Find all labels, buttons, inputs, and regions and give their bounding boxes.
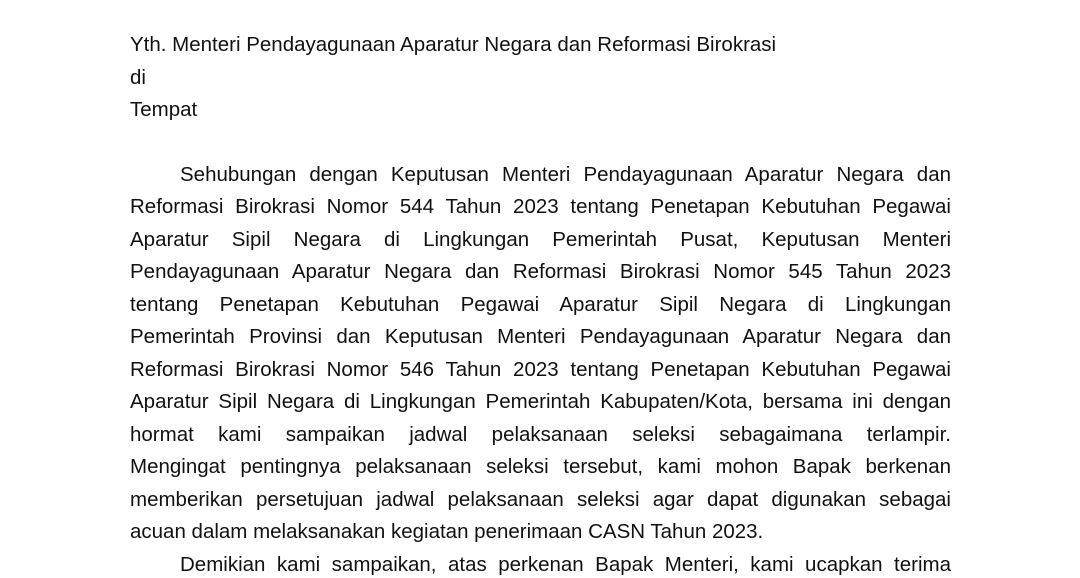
- paragraph-line: Sehubungan dengan Keputusan Menteri Pendayagunaan Aparatur Negara dan: [180, 163, 951, 186]
- paragraph-line: Aparatur Sipil Negara di Lingkungan Pemerintah Kabupaten/Kota, bersama ini dengan: [130, 390, 951, 413]
- paragraph-2-line: Demikian kami sampaikan, atas perkenan Bapak Menteri, kami ucapkan terima: [180, 553, 951, 576]
- paragraph-line: Pendayagunaan Aparatur Negara dan Reformasi Birokrasi Nomor 545 Tahun 2023: [130, 260, 951, 283]
- di-line: di: [130, 66, 146, 89]
- paragraph-line: Mengingat pentingnya pelaksanaan seleksi tersebut, kami mohon Bapak berkenan: [130, 455, 951, 478]
- paragraph-line: memberikan persetujuan jadwal pelaksanaan seleksi agar dapat digunakan sebagai: [130, 488, 951, 511]
- place-line: Tempat: [130, 98, 198, 121]
- paragraph-line: Reformasi Birokrasi Nomor 546 Tahun 2023 tentang Penetapan Kebutuhan Pegawai: [130, 358, 951, 381]
- paragraph-line: hormat kami sampaikan jadwal pelaksanaan seleksi sebagaimana terlampir.: [130, 423, 951, 446]
- paragraph-line: tentang Penetapan Kebutuhan Pegawai Aparatur Sipil Negara di Lingkungan: [130, 293, 951, 316]
- paragraph-line: Reformasi Birokrasi Nomor 544 Tahun 2023 tentang Penetapan Kebutuhan Pegawai: [130, 195, 951, 218]
- paragraph-line: Aparatur Sipil Negara di Lingkungan Pemerintah Pusat, Keputusan Menteri: [130, 228, 951, 251]
- recipient-line: Yth. Menteri Pendayagunaan Aparatur Negara dan Reformasi Birokrasi: [130, 33, 777, 56]
- paragraph-line: acuan dalam melaksanakan kegiatan penerimaan CASN Tahun 2023.: [130, 520, 764, 543]
- paragraph-line: Pemerintah Provinsi dan Keputusan Menteri Pendayagunaan Aparatur Negara dan: [130, 325, 951, 348]
